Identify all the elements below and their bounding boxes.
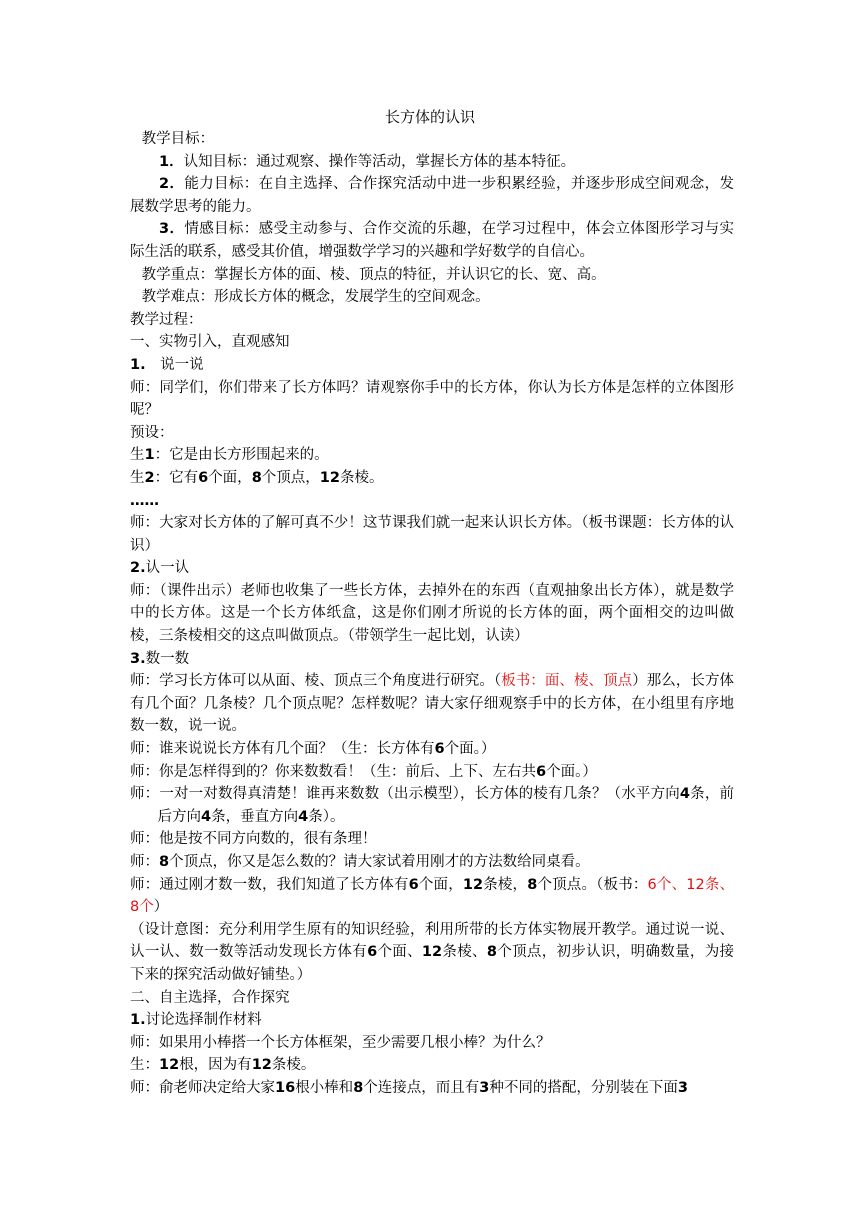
teacher-line-1: 师：同学们，你们带来了长方体吗？请观察你手中的长方体，你认为长方体是怎样的立体图形呢？ <box>130 379 734 419</box>
part2-section-1-heading: 1.讨论选择制作材料 <box>130 1012 262 1029</box>
teacher-line-3: 师：（课件出示）老师也收集了一些长方体，去掉外在的东西（直观抽象出长方体），就是数学中的长方体。这是一个长方体纸盒，这是你们刚才所说的长方体的面，两个面相交的边叫做棱，三条棱相交的这点叫做顶点。（带领学生一起比划，认读） <box>130 582 734 645</box>
blackboard-note-2: 6个、12条、8个 <box>130 876 735 916</box>
teacher-line-4: 师：学习长方体可以从面、棱、顶点三个角度进行研究。（板书：面、棱、顶点）那么，长方体有几个面？几条棱？几个顶点呢？怎样数呢？请大家仔细观察手中的长方体，在小组里有序地数一数，说一说。 <box>130 673 735 735</box>
teacher-line-11: 师：如果用小棒搭一个长方体框架，至少需要几根小棒？为什么？ <box>130 1034 551 1051</box>
student-line-2: 生2：它有6个面，8个顶点，12条棱。 <box>130 469 384 486</box>
objective-1: 1．认知目标：通过观察、操作等活动，掌握长方体的基本特征。 <box>159 153 576 170</box>
teacher-line-2: 师：大家对长方体的了解可真不少！这节课我们就一起来认识长方体。（板书课题：长方体的认识） <box>130 515 734 554</box>
teacher-line-6: 师：你是怎样得到的？你来数数看！（生：前后、上下、左右共6个面。） <box>130 763 597 780</box>
section-1-heading: 1. 说一说 <box>130 356 204 373</box>
part2-heading: 二、自主选择，合作探究 <box>130 989 290 1006</box>
key-point: 教学重点：掌握长方体的面、棱、顶点的特征，并认识它的长、宽、高。 <box>141 266 606 283</box>
part1-heading: 一、实物引入，直观感知 <box>130 334 290 351</box>
teacher-line-10: 师：通过刚才数一数，我们知道了长方体有6个面，12条棱，8个顶点。（板书：6个、12条、8个） <box>130 876 735 916</box>
section-3-heading: 3.数一数 <box>130 650 190 667</box>
document-body <box>130 128 734 1100</box>
teacher-line-8: 师：他是按不同方向数的，很有条理！ <box>130 831 377 848</box>
preset-label: 预设： <box>130 424 174 441</box>
process-heading: 教学过程： <box>130 311 203 328</box>
blackboard-note-1: 板书：面、棱、顶点 <box>501 673 633 690</box>
teacher-line-12: 师：俞老师决定给大家16根小棒和8个连接点，而且有3种不同的搭配，分别装在下面3 <box>130 1079 688 1096</box>
document-title: 长方体的认识 <box>384 108 475 126</box>
design-intent: （设计意图：充分利用学生原有的知识经验，利用所带的长方体实物展开教学。通过说一说、认一认、数一数等活动发现长方体有6个面、12条棱、8个顶点，初步认识，明确数量，为接下来的探究活动做好铺垫。） <box>130 921 735 983</box>
difficulty: 教学难点：形成长方体的概念，发展学生的空间观念。 <box>141 289 490 306</box>
student-line-3: 生：12根，因为有12条棱。 <box>130 1057 316 1074</box>
teacher-line-9: 师：8个顶点，你又是怎么数的？请大家试着用刚才的方法数给同桌看。 <box>130 854 590 870</box>
teacher-line-5: 师：谁来说说长方体有几个面？（生：长方体有6个面。） <box>130 741 496 758</box>
teacher-line-7: 师：一对一对数得真清楚！谁再来数数（出示模型），长方体的棱有几条？（水平方向4条，前后方向4条，垂直方向4条）。 <box>130 786 735 825</box>
section-2-heading: 2.认一认 <box>130 560 190 577</box>
objective-3: 3．情感目标：感受主动参与、合作交流的乐趣，在学习过程中，体会立体图形学习与实际生活的联系，感受其价值，增强数学学习的兴趣和学好数学的自信心。 <box>130 221 734 260</box>
objectives-heading: 教学目标： <box>141 131 215 147</box>
ellipsis: …… <box>130 492 159 509</box>
objective-2: 2．能力目标：在自主选择、合作探究活动中进一步积累经验，并逐步形成空间观念，发展数学思考的能力。 <box>130 176 734 215</box>
student-line-1: 生1：它是由长方形围起来的。 <box>130 447 329 464</box>
